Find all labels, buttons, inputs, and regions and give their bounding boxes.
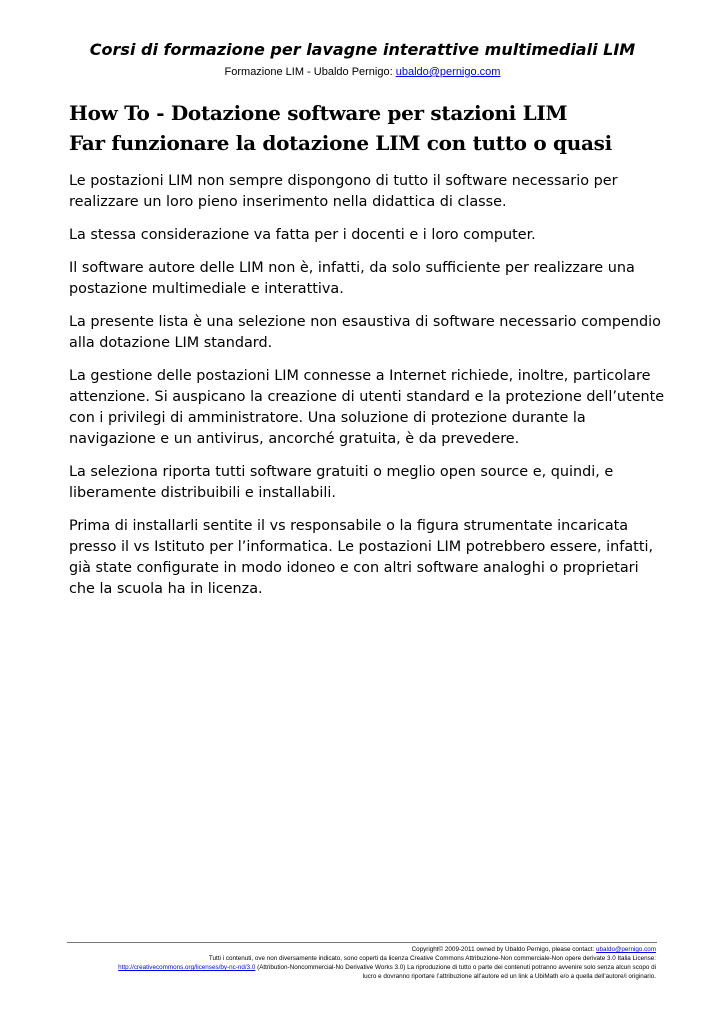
- body-text: [69, 171, 669, 612]
- footer-license-line3: lucro e dovranno riportare l’attribuzione all’autore ed un link a UbiMath e/o a quella dell’autore/i originario.: [362, 973, 656, 980]
- header-title: Corsi di formazione per lavagne interattive multimediali LIM: [89, 40, 636, 59]
- footer-license-link[interactable]: http://creativecommons.org/licenses/by-nc-nd/3.0: [118, 964, 256, 971]
- heading-main: How To - Dotazione software per stazioni LIM: [69, 101, 568, 125]
- paragraph: La seleziona riporta tutti software gratuiti o meglio open source e, quindi, e liberamente distribuibili e installabili.: [69, 464, 614, 501]
- heading-secondary: Far funzionare la dotazione LIM con tutto o quasi: [69, 131, 612, 155]
- paragraph: Le postazioni LIM non sempre dispongono di tutto il software necessario per realizzare un loro pieno inserimento nella didattica di classe.: [69, 173, 618, 210]
- footer-license-line1: Tutti i contenuti, ove non diversamente indicato, sono coperti da licenza Creative Commons Attribuzione-Non commerciale-Non opere derivate 3.0 Italia License:: [208, 955, 656, 962]
- footer-license-text: (Attribution-Noncommercial-No Derivative Works 3.0) La riproduzione di tutto o parte dei contenuti potranno avvenire solo senza alcun scopo di: [255, 964, 656, 971]
- paragraph: La gestione delle postazioni LIM connesse a Internet richiede, inoltre, particolare attenzione. Si auspicano la creazione di utenti standard e la protezione dell’utente con i privilegi di amministratore. Una soluzione di protezione durante la navigazione e un antivirus, ancorché gratuita, è da prevedere.: [69, 368, 665, 447]
- header-subtitle-text: Formazione LIM - Ubaldo Pernigo:: [224, 66, 396, 78]
- footer-email-link[interactable]: ubaldo@pernigo.com: [596, 946, 656, 953]
- paragraph: La presente lista è una selezione non esaustiva di software necessario compendio alla dotazione LIM standard.: [69, 314, 661, 351]
- footer: [50, 945, 656, 981]
- footer-copyright-text: Copyright© 2009-2011 owned by Ubaldo Pernigo, please contact:: [411, 946, 597, 953]
- footer-license-line2: [50, 963, 656, 972]
- footer-copyright: [50, 945, 656, 954]
- paragraph: Prima di installarli sentite il vs responsabile o la figura strumentate incaricata presso il vs Istituto per l’informatica. Le postazioni LIM potrebbero essere, infatti, già state configurate in modo idoneo e con altri software analoghi o proprietari che la scuola ha in licenza.: [69, 518, 654, 597]
- paragraph: Il software autore delle LIM non è, infatti, da solo sufficiente per realizzare una postazione multimediale e interattiva.: [69, 260, 635, 297]
- footer-divider: [67, 942, 657, 943]
- header-subtitle: [0, 66, 725, 78]
- paragraph: La stessa considerazione va fatta per i docenti e i loro computer.: [69, 227, 536, 243]
- header-email-link[interactable]: ubaldo@pernigo.com: [395, 66, 501, 78]
